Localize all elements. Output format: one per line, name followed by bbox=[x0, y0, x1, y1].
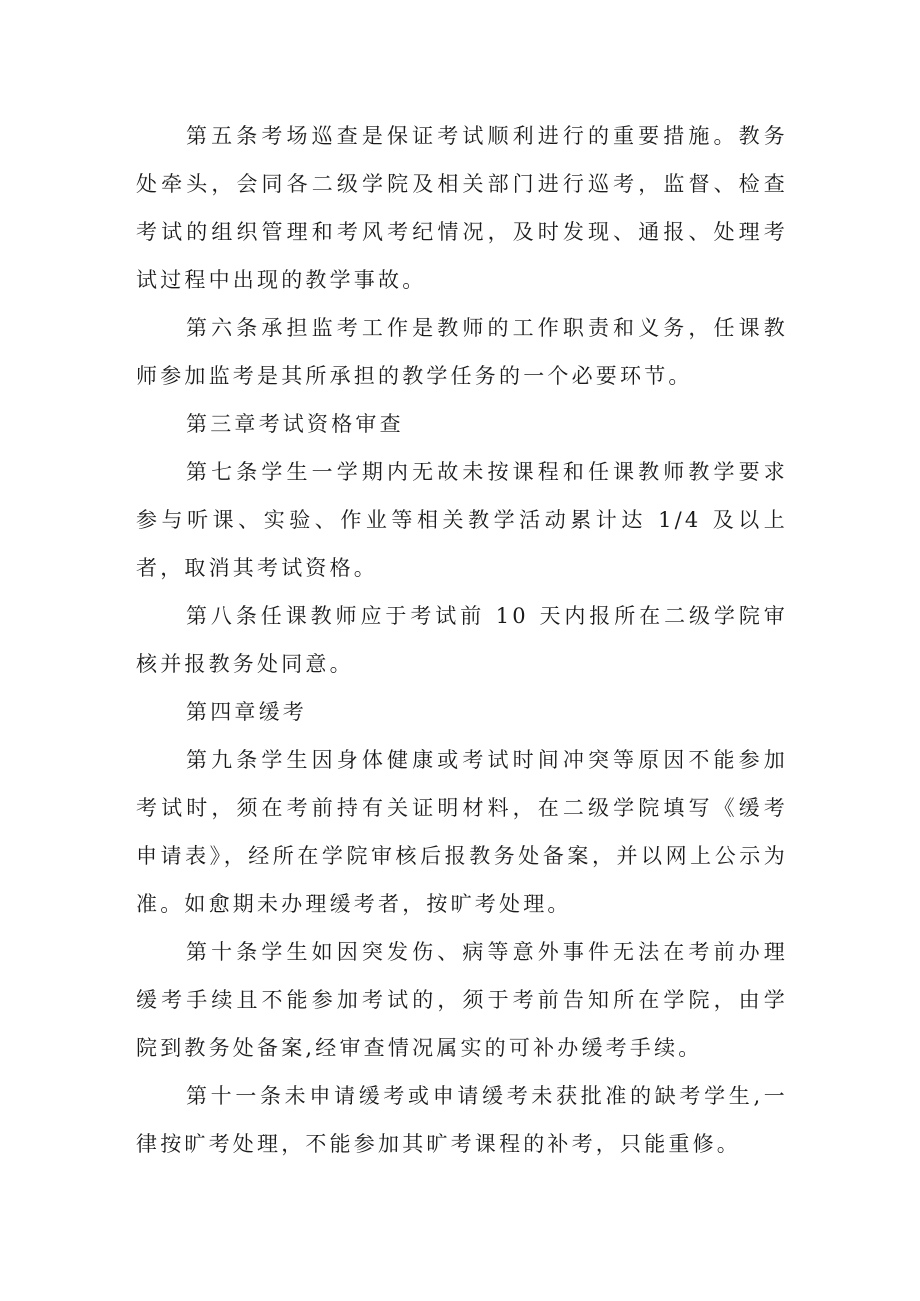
article-7-paragraph: 第七条学生一学期内无故未按课程和任课教师教学要求参与听课、实验、作业等相关教学活动累计达 1/4 及以上者，取消其考试资格。 bbox=[136, 460, 788, 580]
article-6-paragraph: 第六条承担监考工作是教师的工作职责和义务，任课教师参加监考是其所承担的教学任务的一个必要环节。 bbox=[136, 316, 788, 388]
article-11-paragraph: 第十一条未申请缓考或申请缓考未获批准的缺考学生,一律按旷考处理，不能参加其旷考课程的补考，只能重修。 bbox=[136, 1084, 788, 1156]
article-9-paragraph: 第九条学生因身体健康或考试时间冲突等原因不能参加考试时，须在考前持有关证明材料，在二级学院填写《缓考申请表》，经所在学院审核后报教务处备案，并以网上公示为准。如愈期未办理缓考者，按旷考处理。 bbox=[136, 748, 788, 916]
chapter-4-heading: 第四章缓考 bbox=[186, 700, 307, 724]
article-8-paragraph: 第八条任课教师应于考试前 10 天内报所在二级学院审核并报教务处同意。 bbox=[136, 604, 788, 676]
article-5-paragraph: 第五条考场巡查是保证考试顺利进行的重要措施。教务处牵头，会同各二级学院及相关部门进行巡考，监督、检查考试的组织管理和考风考纪情况，及时发现、通报、处理考试过程中出现的教学事故。 bbox=[136, 124, 788, 292]
document-body bbox=[136, 112, 788, 1168]
chapter-3-heading: 第三章考试资格审查 bbox=[186, 412, 404, 436]
article-10-paragraph: 第十条学生如因突发伤、病等意外事件无法在考前办理缓考手续且不能参加考试的，须于考前告知所在学院，由学院到教务处备案,经审查情况属实的可补办缓考手续。 bbox=[136, 940, 788, 1060]
